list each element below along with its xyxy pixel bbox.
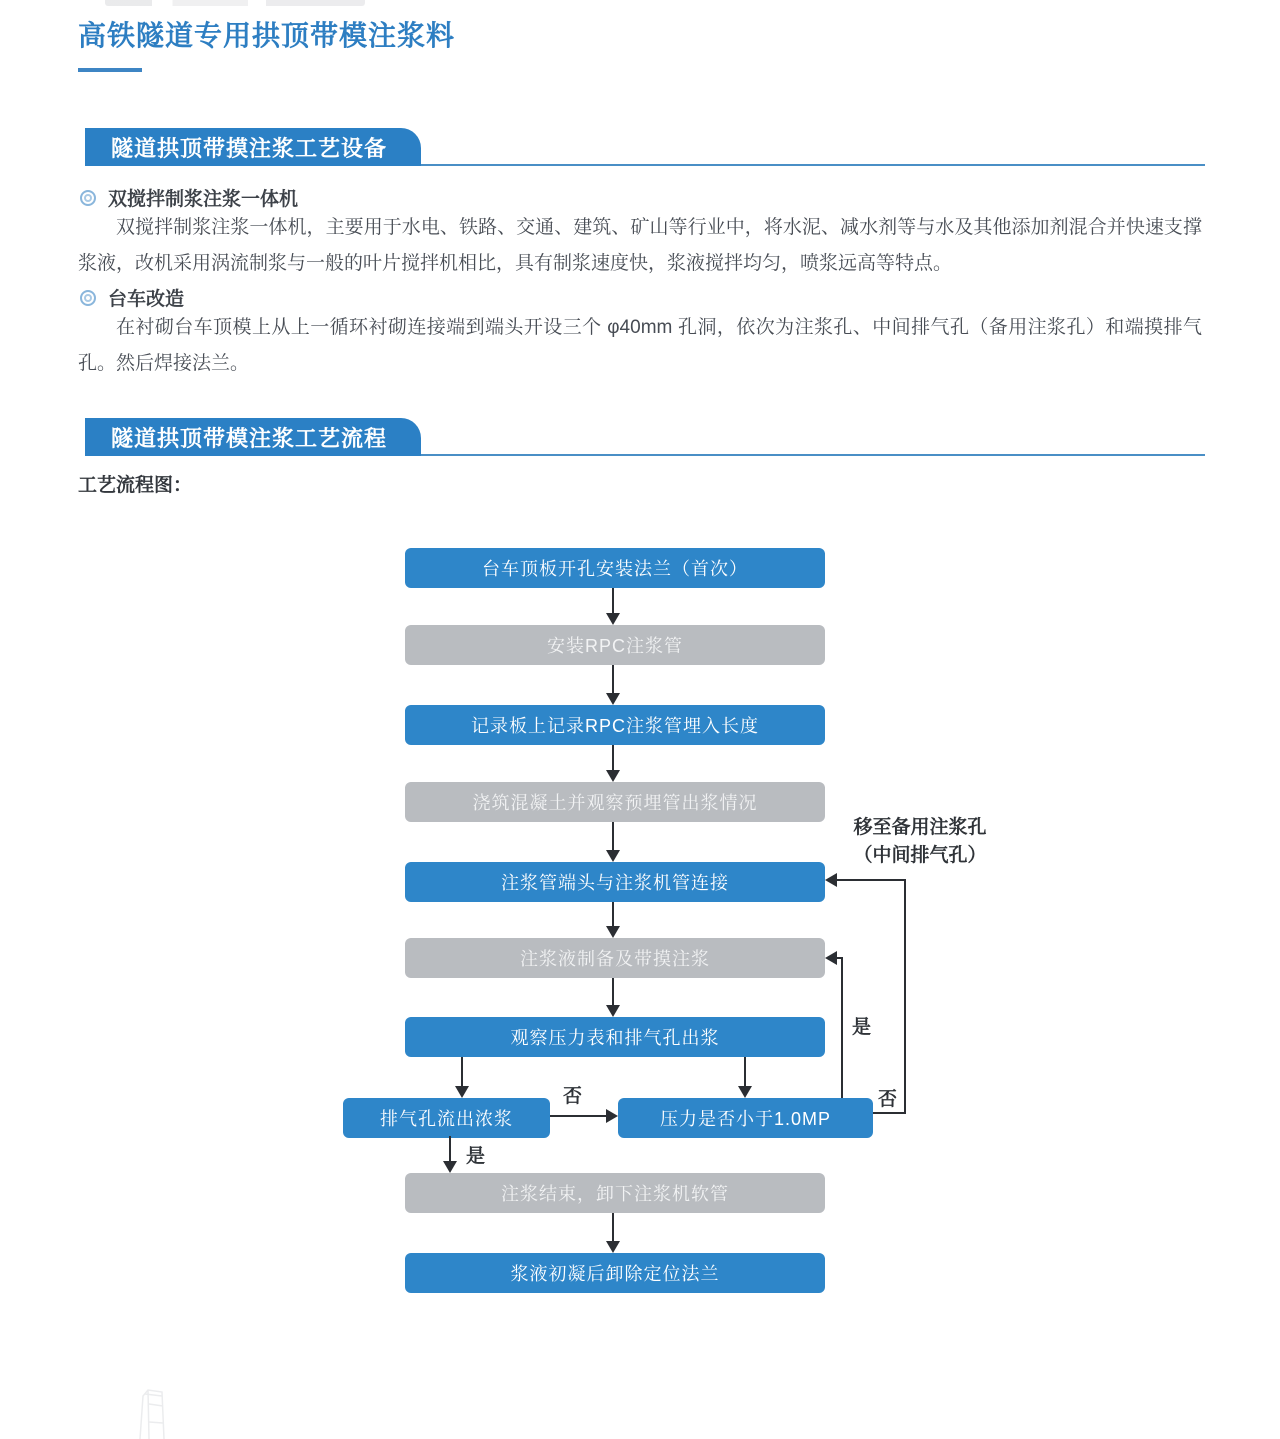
section-heading-process: 隧道拱顶带模注浆工艺流程 xyxy=(85,418,421,456)
flow-node-prepare-grout: 注浆液制备及带摸注浆 xyxy=(405,938,825,978)
flow-node-thick-slurry: 排气孔流出浓浆 xyxy=(343,1098,550,1138)
title-underline xyxy=(78,68,142,72)
flow-node-remove-flange: 浆液初凝后卸除定位法兰 xyxy=(405,1253,825,1293)
arrow-down-icon xyxy=(606,613,620,625)
building-watermark-icon xyxy=(118,1384,188,1439)
flow-connector xyxy=(612,822,614,852)
flow-connector xyxy=(873,1112,906,1114)
flow-connector xyxy=(612,588,614,615)
flow-connector xyxy=(837,879,906,881)
flow-node-install-flange: 台车顶板开孔安装法兰（首次） xyxy=(405,548,825,588)
bullet-title: 台车改造 xyxy=(108,289,185,310)
paragraph-mixer: 双搅拌制浆注浆一体机，主要用于水电、铁路、交通、建筑、矿山等行业中，将水泥、减水剂等与水及其他添加剂混合并快速支撑浆液，改机采用涡流制浆与一般的叶片搅拌机相比，具有制浆速度快，浆液搅拌均匀，喷浆远高等特点。 xyxy=(78,217,1202,274)
flow-connector xyxy=(744,1057,746,1088)
flow-connector xyxy=(612,902,614,928)
arrow-down-icon xyxy=(606,1241,620,1253)
arrow-down-icon xyxy=(606,770,620,782)
flow-note-line1: 移至备用注浆孔 xyxy=(853,817,987,838)
flowchart-caption: 工艺流程图： xyxy=(78,475,193,496)
arrow-down-icon xyxy=(455,1086,469,1098)
arrow-left-icon xyxy=(825,873,837,887)
flow-connector xyxy=(612,1213,614,1243)
page-title: 高铁隧道专用拱顶带模注浆料 xyxy=(78,20,456,51)
paragraph-trolley: 在衬砌台车顶模上从上一循环衬砌连接端到端头开设三个 φ40mm 孔洞，依次为注浆孔、中间排气孔（备用注浆孔）和端摸排气孔。然后焊接法兰。 xyxy=(78,317,1202,374)
flow-note-line2: （中间排气孔） xyxy=(853,845,987,866)
flow-node-grouting-end: 注浆结束，卸下注浆机软管 xyxy=(405,1173,825,1213)
scan-artifact xyxy=(105,0,365,6)
flow-node-pressure-check: 压力是否小于1.0MP xyxy=(618,1098,873,1138)
bullet-item-mixer xyxy=(80,184,298,211)
flow-connector xyxy=(841,957,843,1098)
flow-node-connect-pipe: 注浆管端头与注浆机管连接 xyxy=(405,862,825,902)
arrow-left-icon xyxy=(825,951,837,965)
flow-node-install-rpc-pipe: 安装RPC注浆管 xyxy=(405,625,825,665)
flow-connector xyxy=(612,745,614,772)
edge-label-no-feedback: 否 xyxy=(878,1089,898,1110)
edge-label-yes: 是 xyxy=(466,1146,486,1167)
flow-connector xyxy=(461,1057,463,1088)
bullet-item-trolley xyxy=(80,284,184,311)
arrow-down-icon xyxy=(443,1161,457,1173)
ring-bullet-icon xyxy=(80,290,96,306)
arrow-down-icon xyxy=(606,693,620,705)
bullet-title: 双搅拌制浆注浆一体机 xyxy=(108,189,299,210)
flow-connector xyxy=(612,665,614,695)
arrow-down-icon xyxy=(606,850,620,862)
edge-label-no: 否 xyxy=(563,1086,583,1107)
section-heading-equipment: 隧道拱顶带摸注浆工艺设备 xyxy=(85,128,421,166)
edge-label-yes-feedback: 是 xyxy=(852,1017,872,1038)
flow-connector xyxy=(449,1136,451,1163)
flow-connector xyxy=(904,880,906,1114)
flow-connector xyxy=(612,978,614,1007)
arrow-down-icon xyxy=(738,1086,752,1098)
flow-connector xyxy=(837,957,843,959)
flow-node-record-length: 记录板上记录RPC注浆管埋入长度 xyxy=(405,705,825,745)
arrow-right-icon xyxy=(606,1109,618,1123)
ring-bullet-icon xyxy=(80,190,96,206)
flow-node-pour-concrete: 浇筑混凝土并观察预埋管出浆情况 xyxy=(405,782,825,822)
flow-connector xyxy=(550,1115,608,1117)
arrow-down-icon xyxy=(606,926,620,938)
flow-node-observe-gauge: 观察压力表和排气孔出浆 xyxy=(405,1017,825,1057)
arrow-down-icon xyxy=(606,1005,620,1017)
